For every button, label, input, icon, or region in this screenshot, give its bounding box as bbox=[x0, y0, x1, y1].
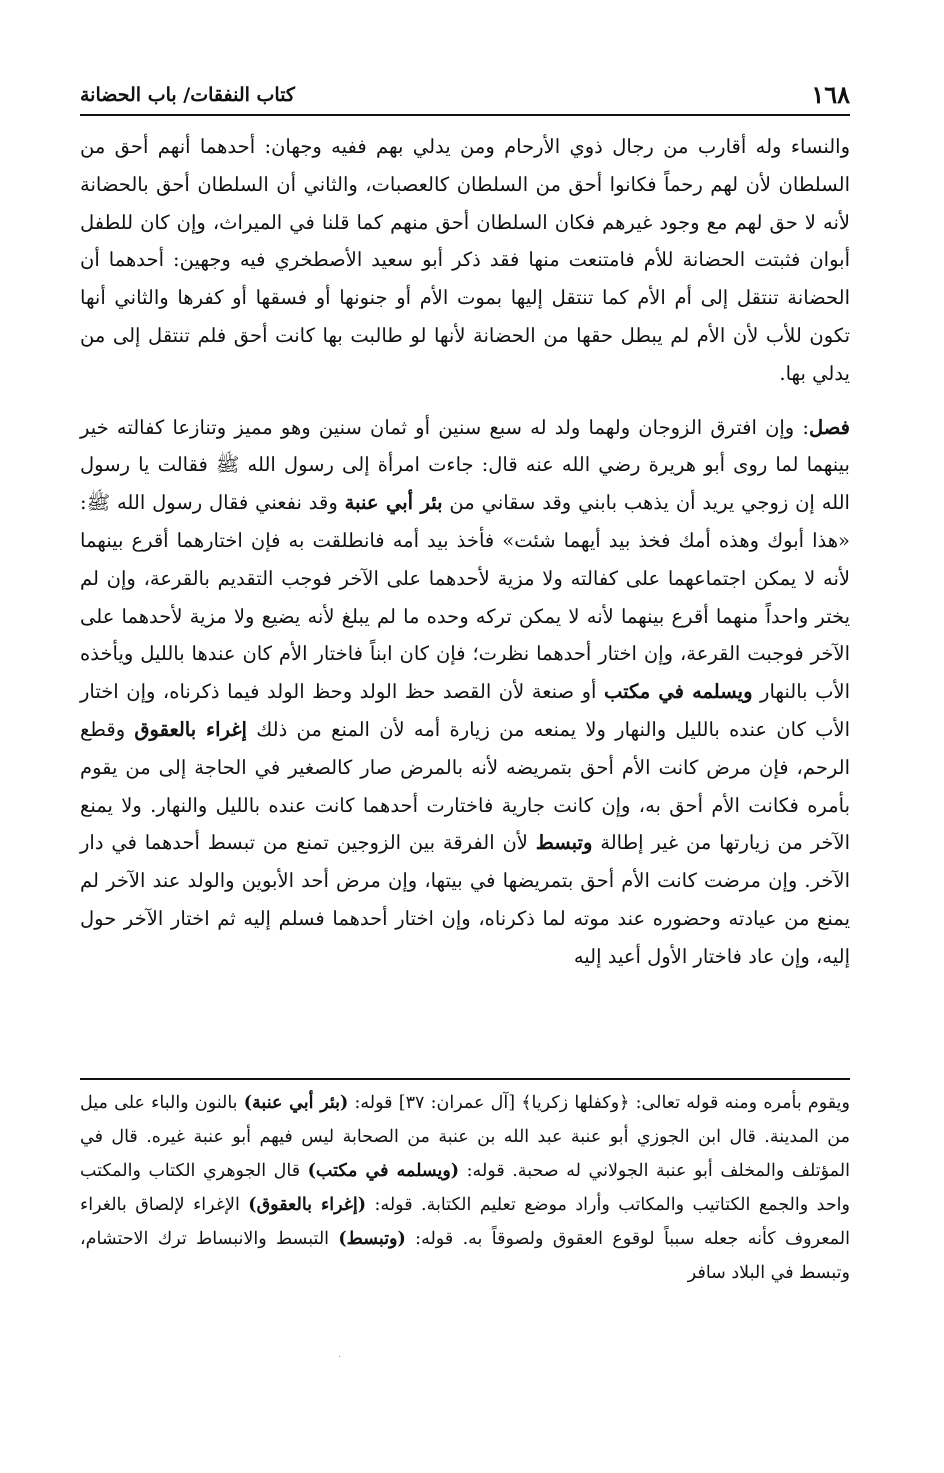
footnote-divider bbox=[80, 1078, 850, 1080]
footnotes bbox=[80, 1086, 850, 1290]
note-keyword-2: (ويسلمه في مكتب) bbox=[307, 1161, 460, 1181]
note-text-b: بالنون والباء على ميل من المدينة. قال ابن الجوزي أبو عنبة عبد الله بن عنبة من الصحابة ليس فيهم أبو عنبة غيره. قال في المؤتلف والمخلف أبو عنبة الجولاني له صحبة. قوله: bbox=[80, 1093, 850, 1181]
paragraph-2 bbox=[80, 409, 850, 976]
note-text-a: ويقوم بأمره ومنه قوله تعالى: ﴿وكفلها زكريا﴾ [آل عمران: ٣٧] قوله: bbox=[348, 1093, 850, 1113]
note-keyword-3: (إغراء بالعقوق) bbox=[248, 1195, 367, 1215]
paragraph-2-text-e: لأن الفرقة بين الزوجين تمنع من تبسط أحدهما في دار الآخر. وإن مرضت كانت الأم أحق بتمريضها في بيتها، وإن مرض أحد الأبوين والولد عند الآخر لم يمنع من عيادته وحضوره عند موته لما ذكرناه، وإن اختار أحدهما فسلم إليه ثم اختار الآخر حول إليه، وإن عاد فاختار الأول أعيد إليه bbox=[80, 831, 850, 968]
section-label: فصل bbox=[809, 415, 850, 439]
note-text-c: قال الجوهري الكتاب والمكتب واحد والجمع الكتاتيب والمكاتب وأراد موضع تعليم الكتابة. قوله: bbox=[80, 1161, 850, 1215]
page-number: ١٦٨ bbox=[811, 80, 850, 109]
scan-speck: · bbox=[338, 1352, 342, 1363]
paragraph-2-text-b: وقد نفعني فقال رسول الله ﷺ: «هذا أبوك وهذه أمك فخذ بيد أيهما شئت» فأخذ بيد أمه فانطلقت به فإن اختارهما أقرع بينهما لأنه لا يمكن اجتماعهما على كفالته ولا مزية لأحدهما على الآخر فوجب التقديم بالقرعة، وإن لم يختر واحداً منهما أقرع بينهما لأنه لا يمكن تركه وحده ما لم يبلغ لأنه يضيع ولا مزية لأحدهما على الآخر فوجبت القرعة، وإن اختار أحدهما نظرت؛ فإن كان ابناً فاختار الأم كان عندها بالليل ويأخذه الأب بالنهار bbox=[80, 491, 850, 704]
keyword-bir-abi-anaba: بئر أبي عنبة bbox=[344, 491, 443, 515]
footnote-paragraph bbox=[80, 1086, 850, 1290]
running-title: كتاب النفقات/ باب الحضانة bbox=[80, 84, 295, 106]
note-text-e: التبسط والانبساط ترك الاحتشام، وتبسط في البلاد سافر bbox=[80, 1229, 850, 1283]
keyword-ighra-bil-uquq: إغراء بالعقوق bbox=[134, 717, 247, 741]
paragraph-2-text-c: أو صنعة لأن القصد حظ الولد وحظ الولد فيما ذكرناه، وإن اختار الأب كان عنده بالليل والنهار ولا يمنعه من زيارة أمه لأن المنع من ذلك bbox=[80, 680, 851, 741]
page-header bbox=[80, 78, 850, 116]
paragraph-1: والنساء وله أقارب من رجال ذوي الأرحام ومن يدلي بهم ففيه وجهان: أحدهما أنهم أحق من السلطان لأن لهم رحماً فكانوا أحق من السلطان كالعصبات، والثاني أن السلطان أحق بالحضانة لأنه لا حق لهم مع وجود غيرهم فكان السلطان أحق منهم كما قلنا في الميراث، وإن كان للطفل أبوان فثبتت الحضانة للأم فامتنعت منها فقد ذكر أبو سعيد الأصطخري فيه وجهين: أحدهما أن الحضانة تنتقل إلى أم الأم كما تنتقل إليها بموت الأم أو جنونها أو فسقها أو كفرها والثاني أنها تكون للأب لأن الأم لم يبطل حقها من الحضانة لأنها لو طالبت بها كانت أحق فلم تنتقل إلى من يدلي بها. bbox=[80, 135, 851, 385]
note-text-d: الإغراء لإلصاق بالغراء المعروف كأنه جعله سبباً لوقوع العقوق ولصوقاً به. قوله: bbox=[80, 1195, 850, 1249]
paragraph-2-text-d: وقطع الرحم، فإن مرض كانت الأم أحق بتمريضه لأنه بالمرض صار كالصغير في الحاجة إلى من يقوم بأمره فكانت الأم أحق به، وإن كانت جارية فاختارت أحدهما كانت عنده بالليل والنهار. ولا يمنع الآخر من زيارتها من غير إطالة bbox=[80, 717, 850, 855]
paragraph-2-text-a: : وإن افترق الزوجان ولهما ولد له سبع سنين أو ثمان سنين وهو مميز وتنازعا كفالته خير بينهما لما روى أبو هريرة رضي الله عنه قال: جاءت امرأة إلى رسول الله ﷺ فقالت يا رسول الله إن زوجي يريد أن يذهب بابني وقد سقاني من bbox=[80, 415, 850, 515]
note-keyword-1: (بئر أبي عنبة) bbox=[243, 1093, 349, 1113]
keyword-tabassut: وتبسط bbox=[535, 831, 593, 855]
keyword-wa-yusallimuhu: ويسلمه في مكتب bbox=[604, 680, 753, 704]
note-keyword-4: (وتبسط) bbox=[338, 1229, 406, 1249]
main-text bbox=[80, 128, 850, 976]
